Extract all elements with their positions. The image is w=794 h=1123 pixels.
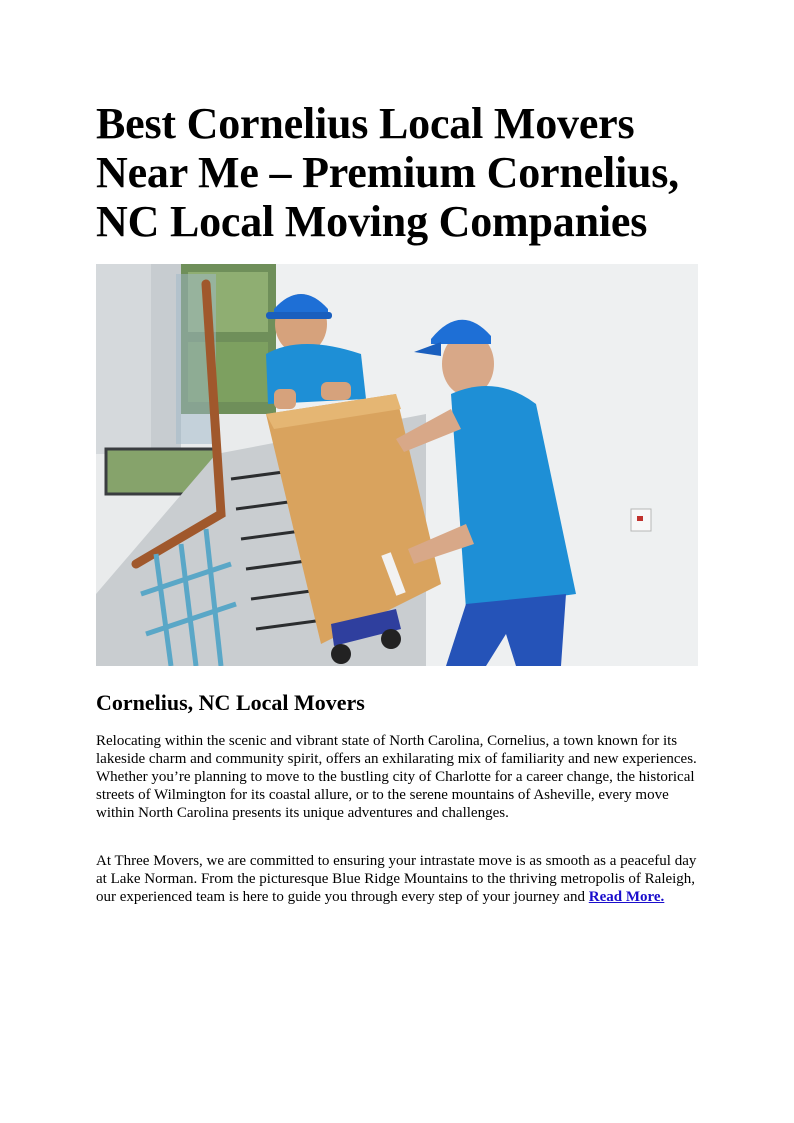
page-title: Best Cornelius Local Movers Near Me – Premium Cornelius, NC Local Moving Companies: [96, 99, 679, 246]
movers-illustration: [96, 264, 698, 666]
section-heading: Cornelius, NC Local Movers: [96, 690, 365, 715]
article: [96, 99, 698, 906]
hero-image: [96, 264, 698, 666]
read-more-link[interactable]: Read More.: [588, 889, 665, 905]
paragraph-three-movers: [96, 852, 700, 906]
paragraph-intro: Relocating within the scenic and vibrant state of North Carolina, Cornelius, a town known for its lakeside charm and community spirit, offers an exhilarating mix of familiarity and new experiences. Whether you’re planning to move to the bustling city of Charlotte for a career change, the historical streets of Wilmington for its coastal allure, or to the serene mountains of Asheville, every move within North Carolina presents its unique adventures and challenges.: [96, 733, 697, 821]
paragraph-three-movers-text: At Three Movers, we are committed to ensuring your intrastate move is as smooth as a peaceful day at Lake Norman. From the picturesque Blue Ridge Mountains to the thriving metropolis of Raleigh, our experienced team is here to guide you through every step of your journey and: [96, 853, 697, 905]
